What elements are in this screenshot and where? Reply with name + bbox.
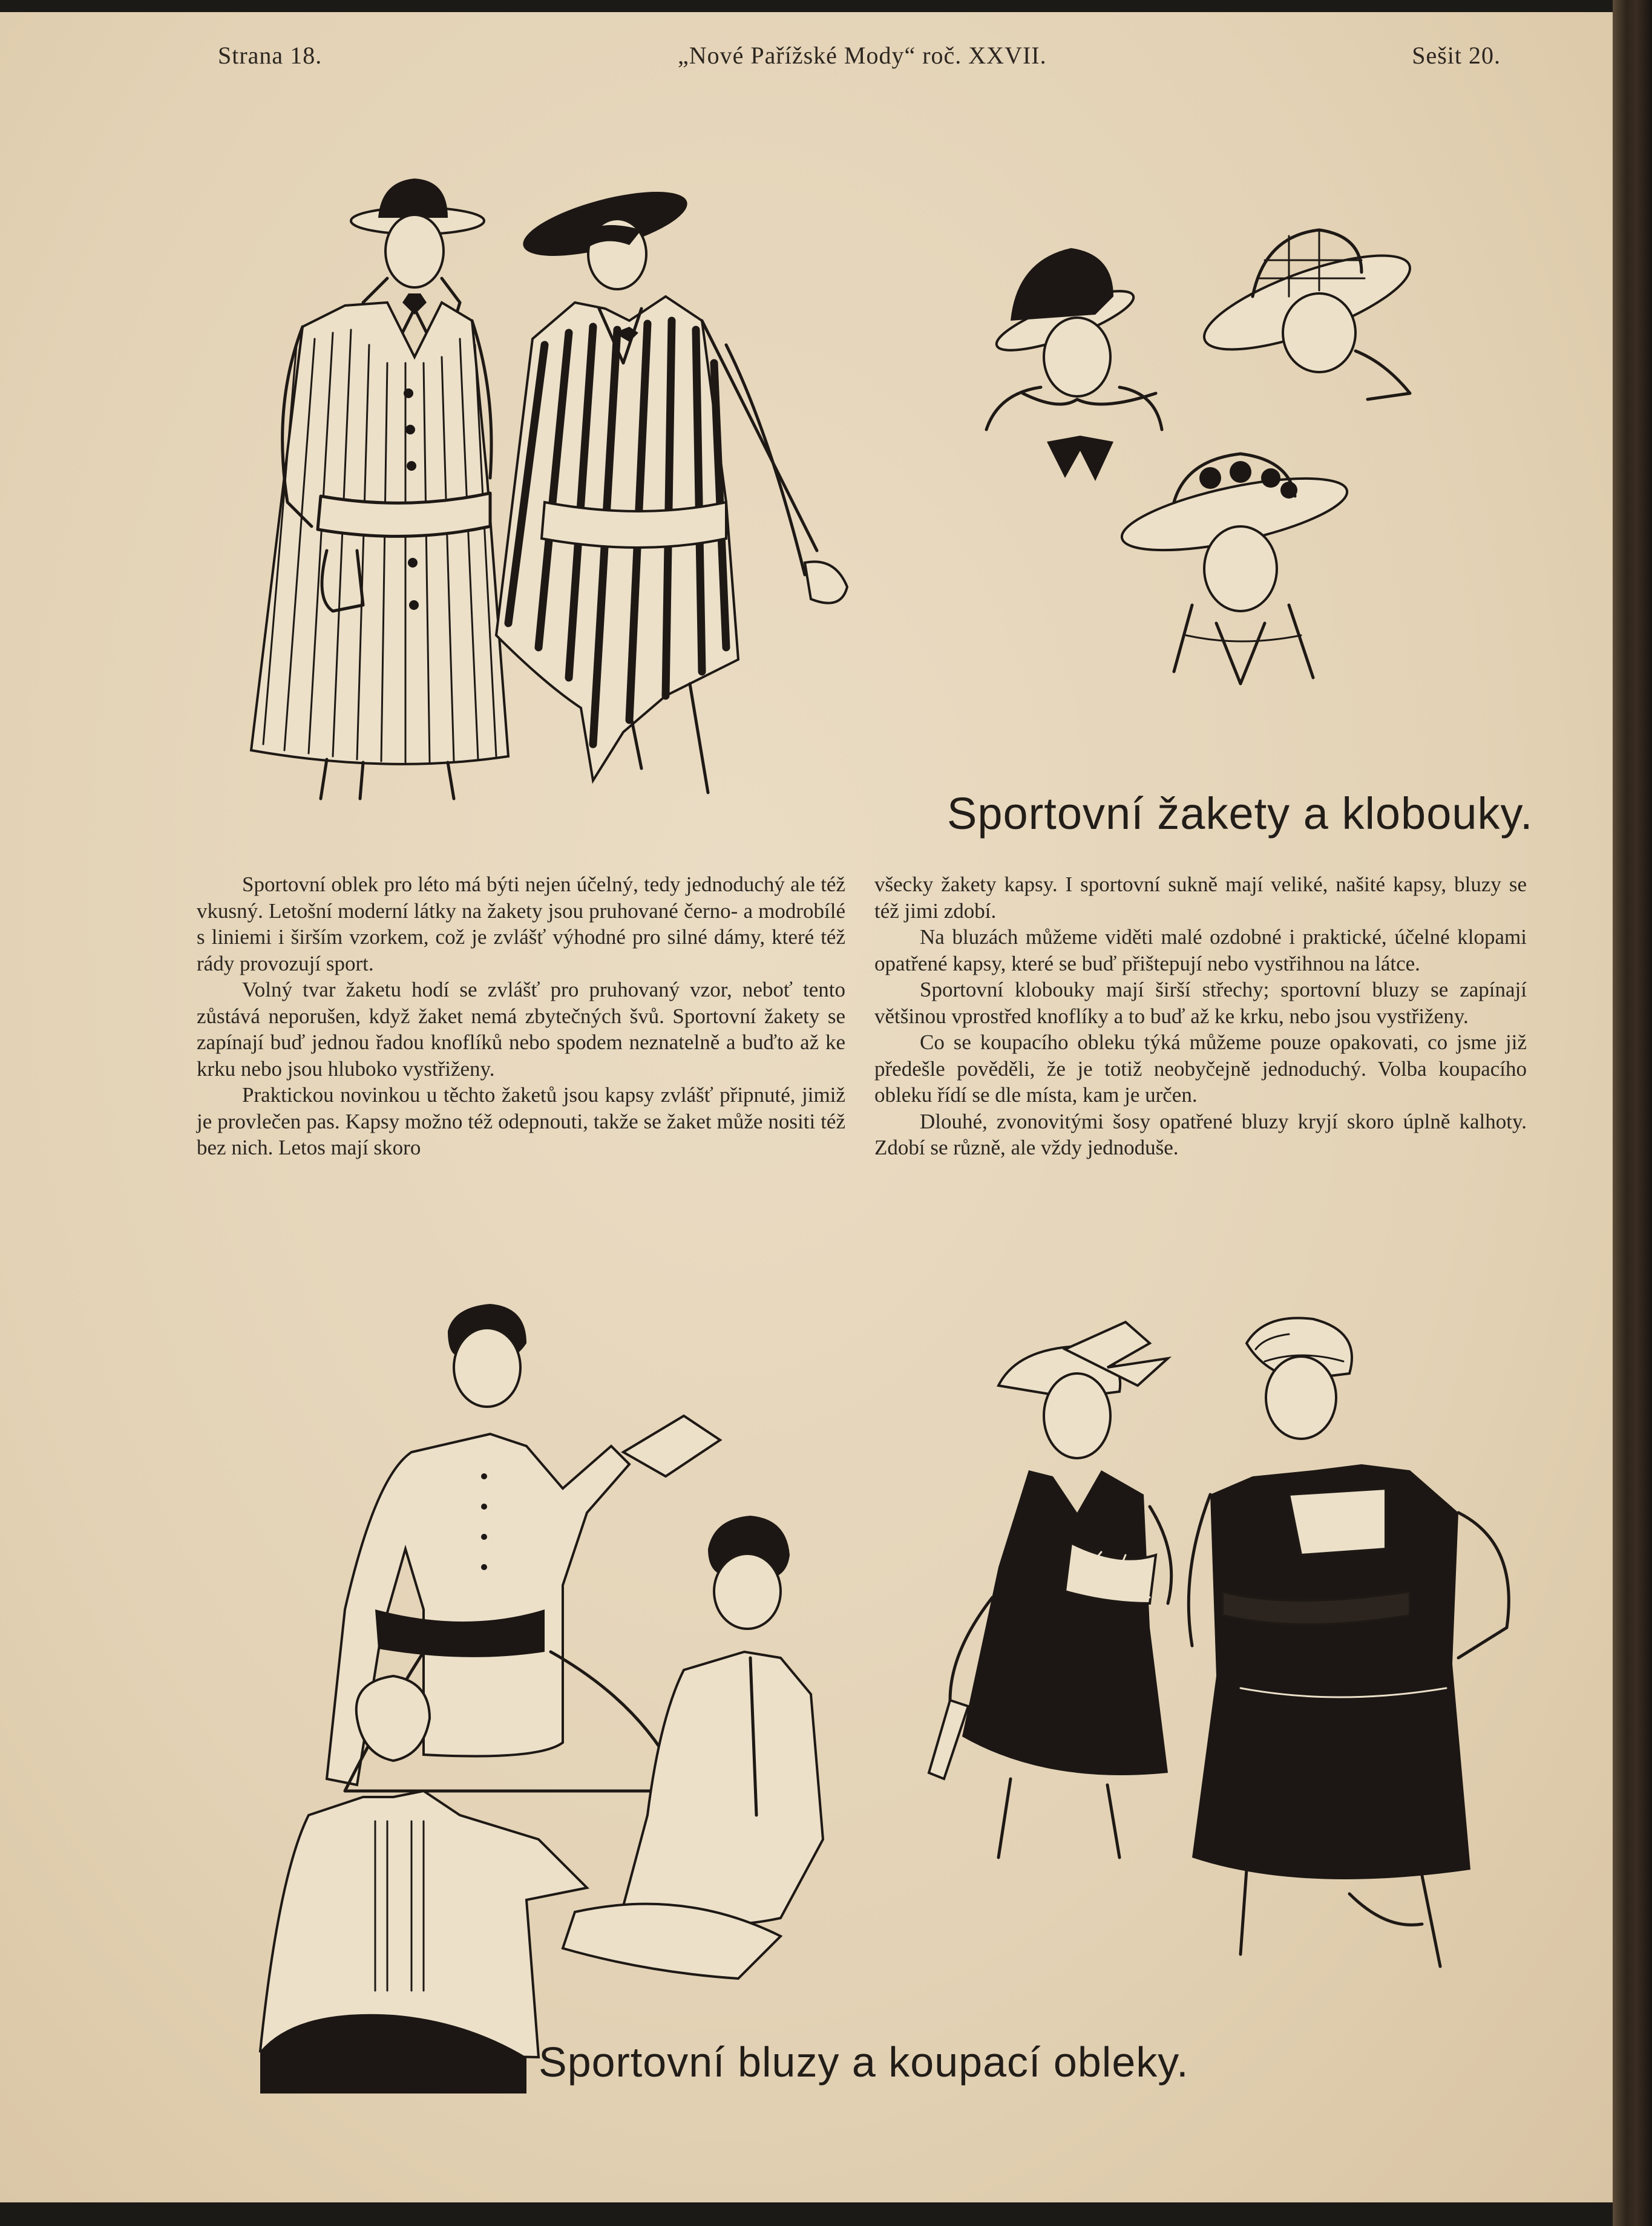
jackets-section-title: Sportovní žakety a klobouky.	[947, 788, 1533, 839]
sport-hats-illustration	[974, 212, 1434, 744]
page-number: Strana 18.	[218, 42, 323, 69]
paragraph: Co se koupacího obleku týká můžeme pouze opakovati, co jsme již předešle pověděli, že je totiž neobyčejně jednoduchý. Volba koupacího obleku řídí se dle místa, kam je určen.	[874, 1030, 1527, 1107]
sport-blouses-illustration	[224, 1295, 896, 2100]
bathing-suits-illustration	[926, 1313, 1525, 2069]
paragraph: Sportovní oblek pro léto má býti nejen účelný, tedy jednoduchý ale též vkusný. Letošní moderní látky na žakety jsou pruhované černo- a modrobílé s liniemi i širším vzorkem, což je zvlášť výhodné pro silné dámy, které též rády provozují sport.	[197, 872, 845, 975]
paragraph: Na bluzách můžeme viděti malé ozdobné i praktické, účelné klopami opatřené kapsy, které se buď přištepují nebo vystřihnou na látce.	[874, 925, 1527, 975]
article-column-left	[197, 871, 845, 1161]
paragraph: Dlouhé, zvonovitými šosy opatřené bluzy kryjí skoro úplně kalhoty. Zdobí se různě, ale vždy jednoduše.	[874, 1109, 1527, 1159]
paragraph: všecky žakety kapsy. I sportovní sukně mají veliké, našité kapsy, bluzy se též jimi zdobí.	[874, 872, 1527, 923]
paragraph: Praktickou novinkou u těchto žaketů jsou kapsy zvlášť připnuté, jimiž je provlečen pas. Kapsy možno též odepnouti, takže se žaket může nositi též bez nich. Letos mají skoro	[197, 1083, 845, 1159]
page-header	[218, 41, 1501, 77]
book-binding-edge	[1613, 0, 1652, 2226]
blouses-section-title: Sportovní bluzy a koupací obleky.	[539, 2038, 1189, 2086]
magazine-page	[0, 12, 1613, 2202]
publication-title: „Nové Pařížské Mody“ roč. XXVII.	[678, 42, 1047, 69]
article-column-right	[874, 871, 1527, 1161]
paragraph: Volný tvar žaketu hodí se zvlášť pro pruhovaný vzor, neboť tento zůstává neporušen, když žaket nemá zbytečných švů. Sportovní žakety se zapínají buď jednou řadou knoflíků nebo spodem neznatelně a buďto až ke krku nebo jsou hluboko vystřiženy.	[197, 978, 845, 1081]
issue-number: Sešit 20.	[1412, 42, 1501, 69]
striped-jackets-illustration	[206, 163, 890, 859]
paragraph: Sportovní klobouky mají širší střechy; sportovní bluzy se zapínají většinou vprostřed knoflíky a to buď až ke krku, nebo jsou vystřiženy.	[874, 978, 1527, 1028]
